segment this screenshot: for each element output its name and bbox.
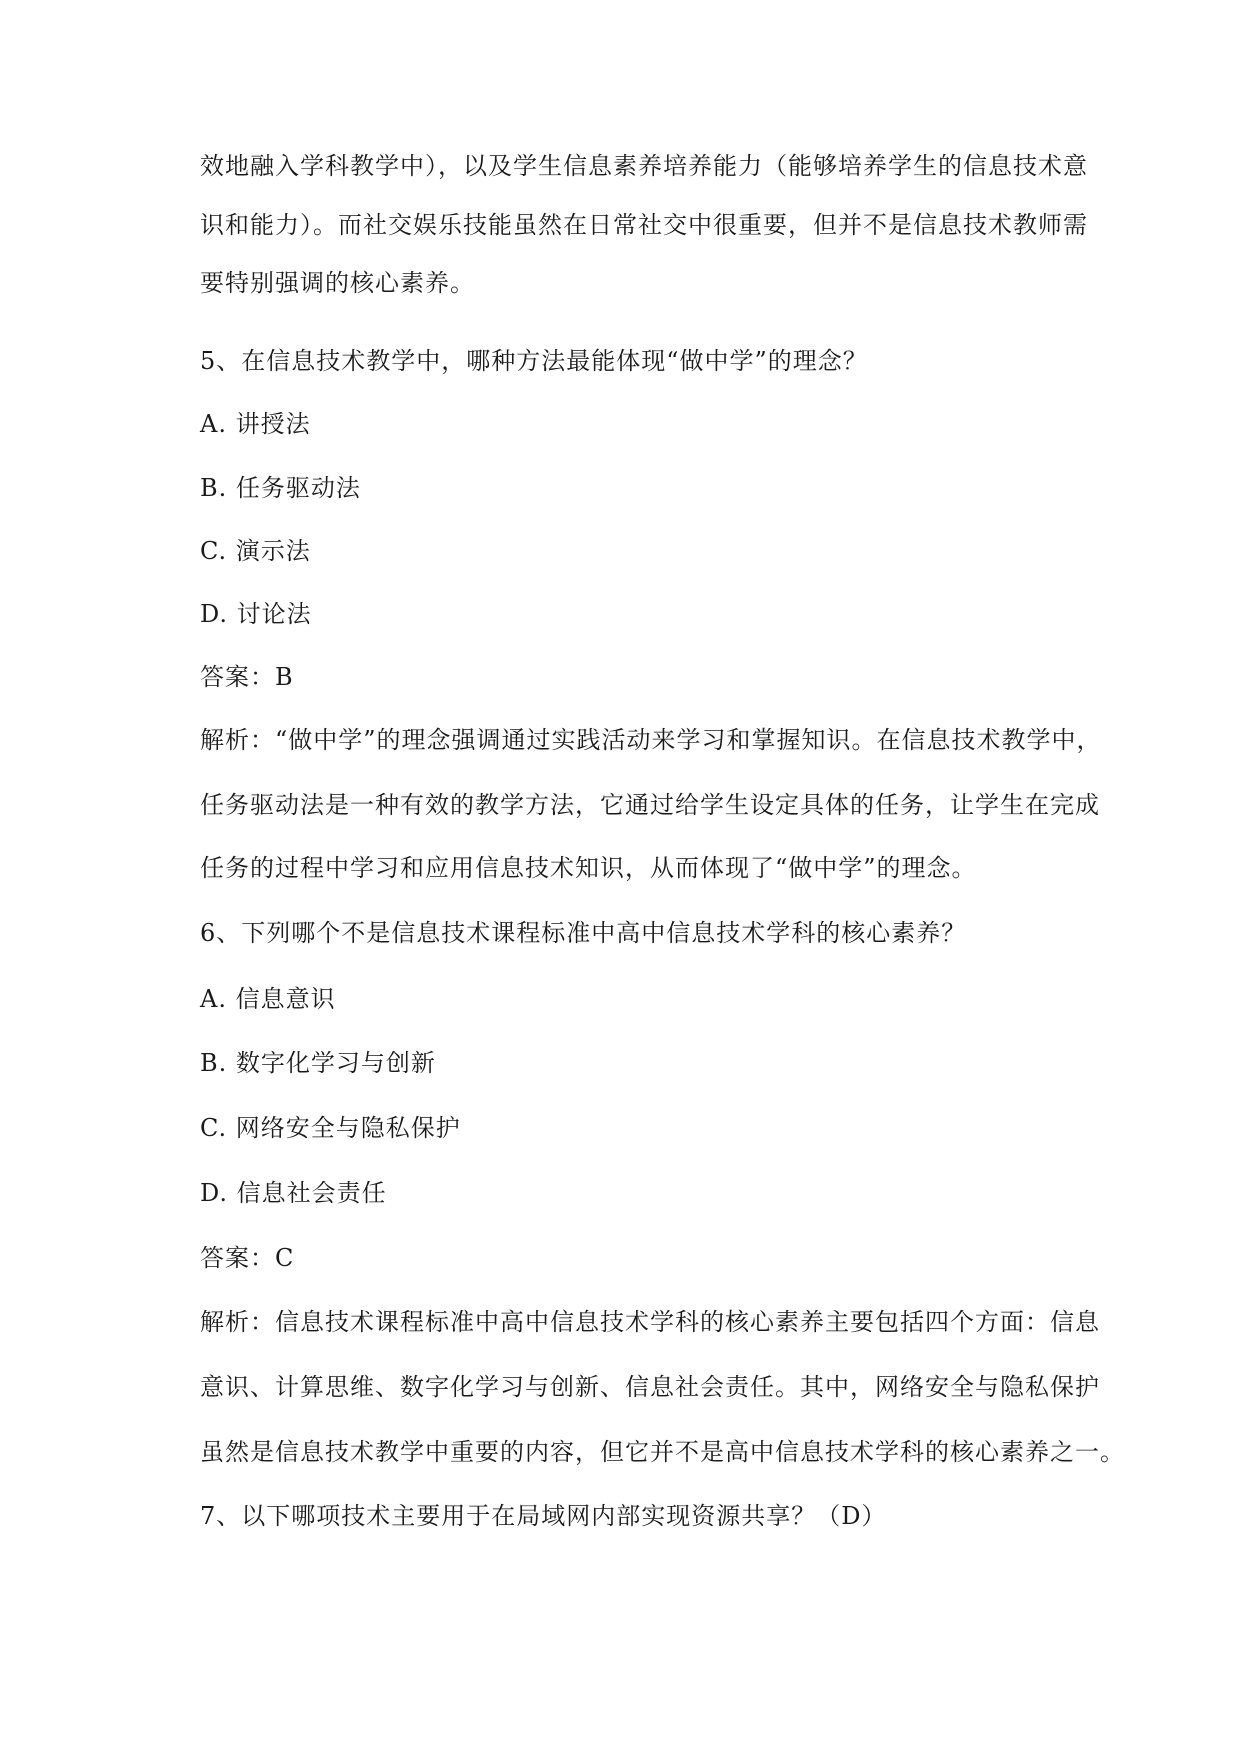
option-c: C. 演示法 xyxy=(200,537,311,565)
option-b: B. 任务驱动法 xyxy=(200,474,361,502)
explanation-line: 解析：“做中学”的理念强调通过实践活动来学习和掌握知识。在信息技术教学中， xyxy=(200,726,1102,754)
option-d: D. 讨论法 xyxy=(200,600,312,628)
paragraph-line: 识和能力）。而社交娱乐技能虽然在日常社交中很重要，但并不是信息技术教师需 xyxy=(200,211,1088,239)
option-a: A. 讲授法 xyxy=(200,410,311,438)
option-c: C. 网络安全与隐私保护 xyxy=(200,1114,461,1142)
explanation-line: 意识、计算思维、数字化学习与创新、信息社会责任。其中，网络安全与隐私保护 xyxy=(200,1373,1100,1401)
question-7-title: 7、以下哪项技术主要用于在局域网内部实现资源共享？（D） xyxy=(200,1502,887,1530)
question-6-title: 6、下列哪个不是信息技术课程标准中高中信息技术学科的核心素养？ xyxy=(200,919,967,947)
paragraph-line: 效地融入学科教学中），以及学生信息素养培养能力（能够培养学生的信息技术意 xyxy=(200,152,1088,180)
option-b: B. 数字化学习与创新 xyxy=(200,1049,436,1077)
answer-line: 答案：C xyxy=(200,1244,295,1272)
explanation-line: 虽然是信息技术教学中重要的内容，但它并不是高中信息技术学科的核心素养之一。 xyxy=(200,1438,1125,1466)
explanation-line: 任务的过程中学习和应用信息技术知识，从而体现了“做中学”的理念。 xyxy=(200,854,977,882)
answer-line: 答案：B xyxy=(200,663,294,691)
question-5-title: 5、在信息技术教学中，哪种方法最能体现“做中学”的理念？ xyxy=(200,347,868,375)
option-d: D. 信息社会责任 xyxy=(200,1179,387,1207)
explanation-line: 任务驱动法是一种有效的教学方法，它通过给学生设定具体的任务，让学生在完成 xyxy=(200,791,1100,819)
option-a: A. 信息意识 xyxy=(200,985,336,1013)
explanation-line: 解析：信息技术课程标准中高中信息技术学科的核心素养主要包括四个方面：信息 xyxy=(200,1308,1100,1336)
paragraph-line: 要特别强调的核心素养。 xyxy=(200,269,475,297)
